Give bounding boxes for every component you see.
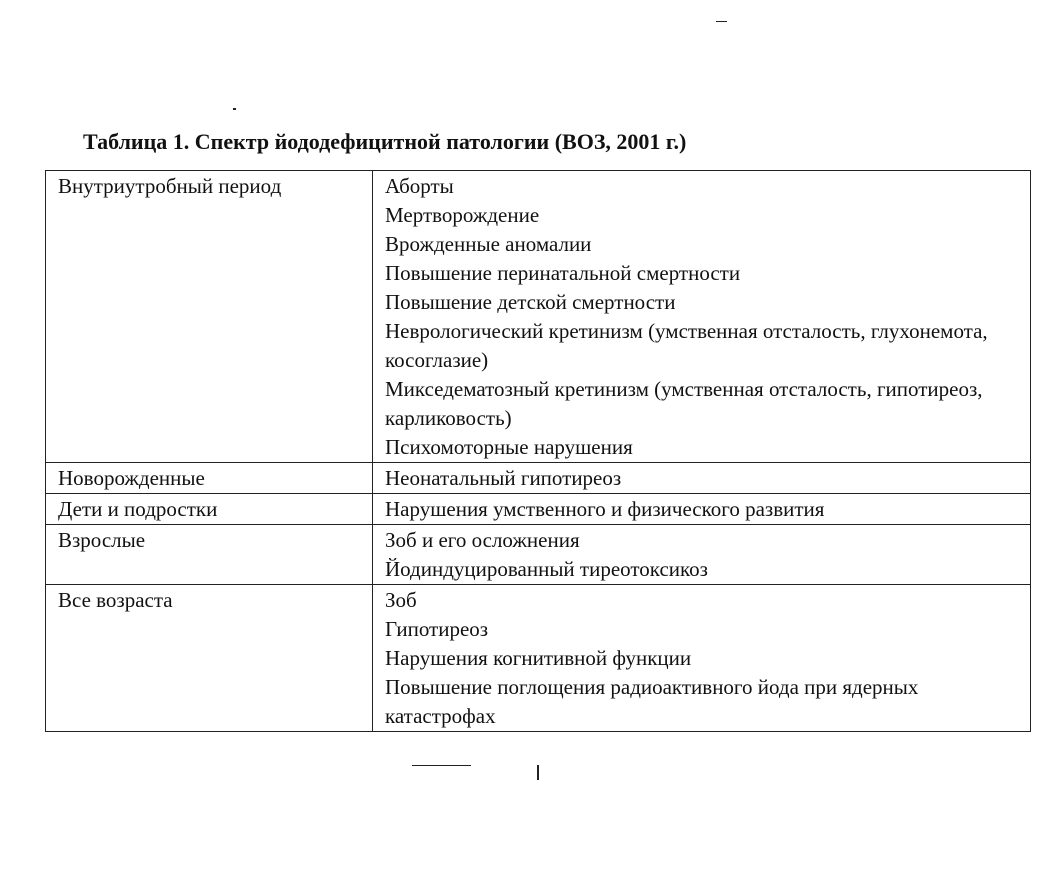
condition-item: Повышение детской смертности [385,290,676,314]
scan-mark-dash [716,21,727,22]
condition-item: Неврологический кретинизм (умственная отсталость, глухонемота, косоглазие) [385,319,988,372]
condition-item: Йодиндуцированный тиреотоксикоз [385,557,708,581]
conditions-cell [373,171,1031,463]
condition-item: Нарушения умственного и физического развития [385,497,825,521]
table-row [46,171,1031,463]
condition-item: Зоб и его осложнения [385,528,580,552]
condition-item: Врожденные аномалии [385,232,592,256]
age-group-label: Взрослые [58,528,146,552]
table-row [46,494,1031,525]
scan-mark-dot [233,108,236,110]
condition-item: Мертворождение [385,203,540,227]
scan-mark-line [412,765,471,766]
condition-item: Повышение поглощения радиоактивного йода при ядерных катастрофах [385,675,919,728]
table-row [46,463,1031,494]
age-group-cell [46,463,373,494]
age-group-label: Все возраста [58,588,173,612]
condition-item: Психомоторные нарушения [385,435,633,459]
table-caption: Таблица 1. Спектр йододефицитной патологии (ВОЗ, 2001 г.) [83,129,687,154]
conditions-cell [373,463,1031,494]
table-body [46,171,1031,732]
age-group-label: Новорожденные [58,466,205,490]
conditions-cell [373,525,1031,585]
condition-item: Повышение перинатальной смертности [385,261,741,285]
table-row [46,525,1031,585]
conditions-cell [373,585,1031,732]
table-row [46,585,1031,732]
age-group-label: Дети и подростки [58,497,218,521]
condition-item: Аборты [385,174,454,198]
condition-item: Микседематозный кретинизм (умственная отсталость, гипотиреоз, карликовость) [385,377,983,430]
age-group-cell [46,171,373,463]
age-group-label: Внутриутробный период [58,174,282,198]
condition-item: Зоб [385,588,417,612]
condition-item: Гипотиреоз [385,617,489,641]
scan-mark-tick [537,765,539,780]
age-group-cell [46,525,373,585]
pathology-table [45,170,1031,732]
condition-item: Нарушения когнитивной функции [385,646,692,670]
age-group-cell [46,585,373,732]
age-group-cell [46,494,373,525]
condition-item: Неонатальный гипотиреоз [385,466,622,490]
conditions-cell [373,494,1031,525]
